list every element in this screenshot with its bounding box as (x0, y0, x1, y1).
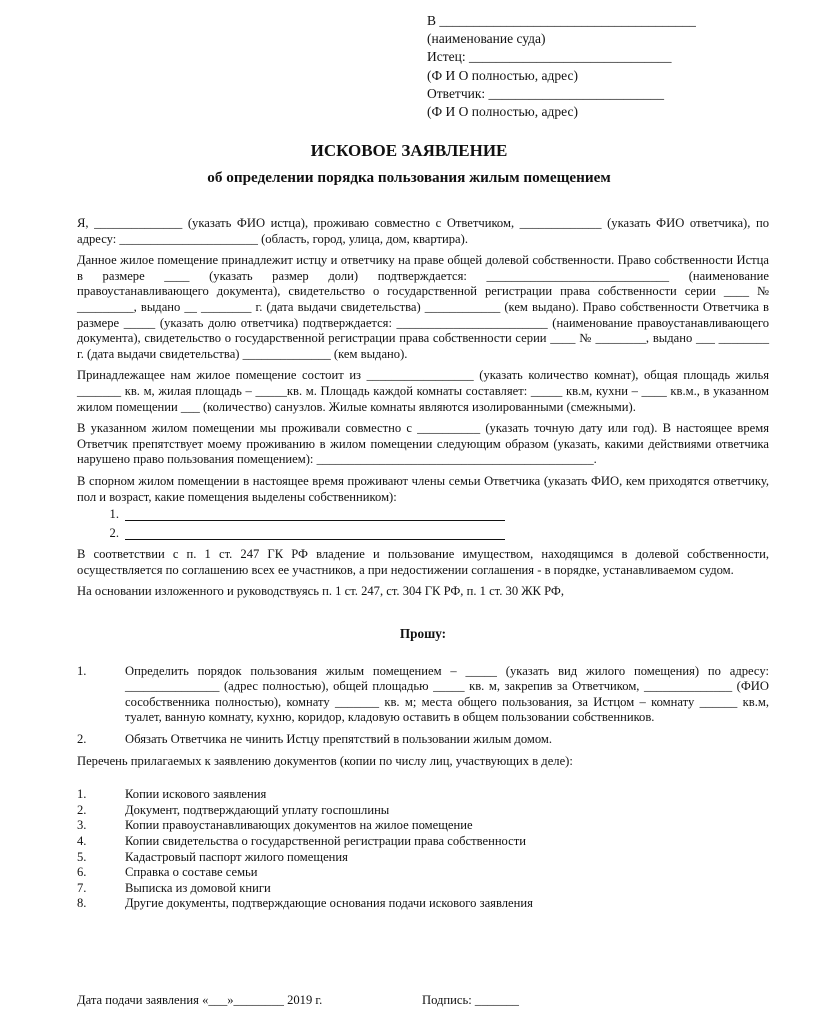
list-item-number: 5. (77, 849, 87, 864)
list-item-text: Кадастровый паспорт жилого помещения (125, 849, 348, 864)
blank-line (125, 507, 505, 521)
list-item (77, 818, 769, 834)
list-item-number: 2. (77, 802, 87, 817)
list-item (77, 803, 769, 819)
list-item (77, 881, 769, 897)
paragraph: Данное жилое помещение принадлежит истцу и ответчику на праве общей долевой собственности. Право собственности Истца в размере ____ (указать размер доли) подтверждается: _____________________________ (наименование правоустанавливающего документа), свидетельство о государственной регистрации права собственности серии ____ № _________, выдано __ ________ г. (дата выдачи свидетельства) ____________ (кем выдано). Право собственности Ответчика в размере _____ (указать долю ответчика) подтверждается: ________________________ (наименование правоустанавливающего документа), свидетельство о государственной регистрации права собственности серии ____ № ________, выдано ___ ________ г. (дата выдачи свидетельства) ______________ (кем выдано). (77, 253, 769, 361)
plaintiff-note: (Ф И О полностью, адрес) (427, 67, 578, 83)
list-item-number: 7. (77, 880, 87, 895)
list-item-text: Документ, подтверждающий уплату госпошлины (125, 802, 390, 817)
request-item (77, 664, 769, 726)
defendant-line: Ответчик: __________________________ (427, 85, 665, 101)
paragraph: Я, ______________ (указать ФИО истца), проживаю совместно с Ответчиком, _____________ (указать ФИО ответчика), по адресу: ______________________ (область, город, улица, дом, квартира). (77, 216, 769, 246)
list-item-text: Справка о составе семьи (125, 865, 258, 880)
blank-line (125, 526, 505, 540)
signature-line: Подпись: _______ (422, 993, 519, 1007)
list-item (77, 507, 769, 523)
list-item (77, 787, 769, 803)
court-note: (наименование суда) (427, 31, 546, 47)
list-item-number: 4. (77, 834, 87, 848)
defendant-note: (Ф И О полностью, адрес) (427, 104, 578, 120)
list-item (77, 834, 769, 850)
request-item (77, 732, 769, 748)
request-text: Определить порядок пользования жилым помещением – _____ (указать вид жилого помещения) по адресу: _______________ (адрес полностью), общей площадью _____ кв. м, закрепив за Ответчиком, ______________ (ФИО сособственника полностью), комнату _______ кв. м; места общего пользования, за Истцом – комнату ______ кв.м, туалет, ванную комнату, кухню, коридор, кладовую оставить в общем пользовании собственников. (125, 663, 769, 725)
list-item-text: Копии свидетельства о государственной регистрации права собственности (125, 834, 527, 848)
paragraph: В спорном жилом помещении в настоящее время проживают члены семьи Ответчика (указать ФИО, кем приходятся ответчику, пол и возраст, какие помещения выделены собственником): (77, 473, 769, 504)
list-item (77, 865, 769, 881)
list-item-number: 1. (77, 787, 87, 802)
request-number: 1. (77, 663, 87, 678)
request-heading: Прошу: (399, 626, 447, 642)
filing-date: Дата подачи заявления «___»________ 2019 г. (77, 993, 323, 1007)
documents-intro: Перечень прилагаемых к заявлению документов (копии по числу лиц, участвующих в деле): (77, 753, 573, 768)
paragraph: В соответствии с п. 1 ст. 247 ГК РФ владение и пользование имуществом, находящимся в долевой собственности, осуществляется по соглашению всех ее участников, а при недостижении соглашения - в порядке, устанавливаемом судом. (77, 547, 769, 577)
documents-list (77, 787, 769, 912)
list-item-number: 3. (77, 818, 87, 833)
document-body (77, 216, 769, 912)
request-text: Обязать Ответчика не чинить Истцу препятствий в пользовании жилым домом. (125, 732, 553, 747)
paragraph: На основании изложенного и руководствуясь п. 1 ст. 247, ст. 304 ГК РФ, п. 1 ст. 30 ЖК РФ, (77, 584, 564, 599)
document-title: ИСКОВОЕ ЗАЯВЛЕНИЕ (310, 141, 508, 160)
plaintiff-line: Истец: ______________________________ (427, 49, 672, 65)
list-item-number: 6. (77, 865, 87, 880)
header-block (427, 12, 757, 121)
list-item-number: 2. (109, 525, 119, 540)
paragraph: В указанном жилом помещении мы проживали совместно с __________ (указать точную дату или год). В настоящее время Ответчик препятствует моему проживанию в жилом помещении следующим образом (указать, какими действиями ответчика нарушено право пользования помещением): ____________________________________________. (77, 421, 769, 467)
list-item-text: Другие документы, подтверждающие основания подачи искового заявления (125, 896, 533, 911)
list-item-text: Копии правоустанавливающих документов на жилое помещение (125, 818, 473, 833)
list-item-text: Выписка из домовой книги (125, 880, 271, 895)
court-line: В ______________________________________ (427, 13, 696, 28)
list-item-number: 8. (77, 896, 87, 911)
document-subtitle: об определении порядка пользования жилым помещением (207, 169, 611, 186)
request-number: 2. (77, 732, 87, 747)
list-item (77, 896, 769, 912)
list-item-text: Копии искового заявления (125, 787, 267, 802)
paragraph: Принадлежащее нам жилое помещение состоит из _________________ (указать количество комнат), общая площадь жилья _______ кв. м, жилая площадь – _____кв. м. Площадь каждой комнаты составляет: _____ кв.м, кухни – ____ кв.м., в указанном жилом помещении ___ (количество) санузлов. Жилые комнаты являются изолированными (смежными). (77, 368, 769, 414)
list-item (77, 850, 769, 866)
list-item (77, 526, 769, 542)
family-members-list (77, 507, 769, 541)
list-item-number: 1. (109, 507, 119, 522)
